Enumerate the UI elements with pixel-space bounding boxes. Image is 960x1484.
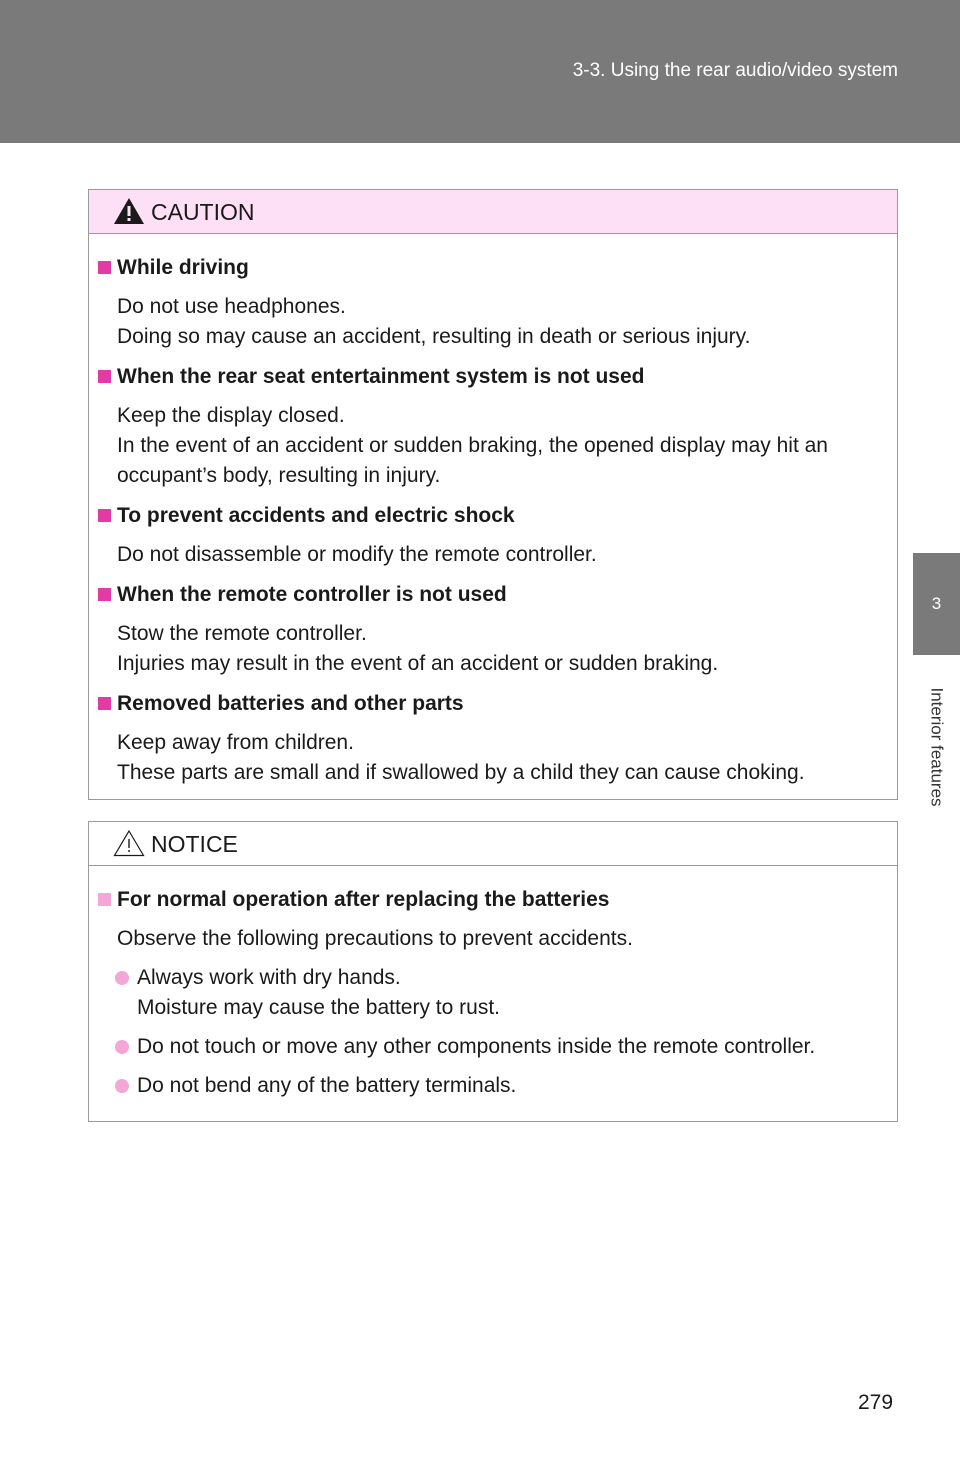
caution-body [89, 234, 897, 788]
square-bullet-icon [98, 697, 111, 710]
page-header [0, 0, 960, 143]
notice-warning-icon [113, 829, 145, 857]
notice-item-text: Observe the following precautions to prevent accidents. [117, 927, 633, 950]
notice-bullet: Do not touch or move any other components inside the remote controller. [137, 1032, 897, 1062]
page-number: 279 [858, 1391, 894, 1414]
caution-item-text: Keep the display closed. In the event of an accident or sudden braking, the opened display may hit an occupant’s body, resulting in injury. [117, 404, 828, 487]
chapter-number: 3 [931, 594, 942, 613]
caution-item-title: When the rear seat entertainment system is not used [89, 363, 897, 391]
warning-icon [113, 197, 145, 225]
round-bullet-icon [115, 1040, 129, 1054]
square-bullet-icon [98, 261, 111, 274]
notice-header [89, 822, 897, 866]
caution-item [89, 581, 897, 679]
caution-item [89, 502, 897, 570]
caution-box [88, 189, 898, 800]
notice-bullet: Do not bend any of the battery terminals. [137, 1071, 897, 1101]
caution-item-title: Removed batteries and other parts [89, 690, 897, 718]
notice-body [89, 866, 897, 1101]
caution-item-text: Stow the remote controller. Injuries may result in the event of an accident or sudden braking. [117, 622, 719, 675]
round-bullet-icon [115, 1079, 129, 1093]
square-bullet-icon [98, 893, 111, 906]
caution-item [89, 254, 897, 352]
caution-heading: CAUTION [151, 199, 255, 225]
square-bullet-icon [98, 509, 111, 522]
caution-item [89, 363, 897, 491]
caution-item [89, 690, 897, 788]
caution-item-text: Do not disassemble or modify the remote controller. [117, 543, 597, 566]
notice-item [89, 886, 897, 1101]
caution-item-text: Keep away from children. These parts are small and if swallowed by a child they can cause choking. [117, 731, 805, 784]
notice-box [88, 821, 898, 1122]
round-bullet-icon [115, 971, 129, 985]
caution-item-title: When the remote controller is not used [89, 581, 897, 609]
notice-heading: NOTICE [151, 831, 238, 857]
square-bullet-icon [98, 370, 111, 383]
square-bullet-icon [98, 588, 111, 601]
chapter-label [913, 662, 960, 832]
chapter-label-text: Interior features [927, 687, 947, 807]
caution-item-title: While driving [89, 254, 897, 282]
notice-item-title: For normal operation after replacing the batteries [89, 886, 897, 914]
caution-header [89, 190, 897, 234]
chapter-tab [913, 553, 960, 655]
section-title: 3-3. Using the rear audio/video system [572, 60, 898, 81]
caution-item-title: To prevent accidents and electric shock [89, 502, 897, 530]
caution-item-text: Do not use headphones. Doing so may cause an accident, resulting in death or serious injury. [117, 295, 751, 348]
notice-bullet: Always work with dry hands. Moisture may cause the battery to rust. [137, 963, 897, 1023]
notice-bullet-list [89, 963, 897, 1101]
